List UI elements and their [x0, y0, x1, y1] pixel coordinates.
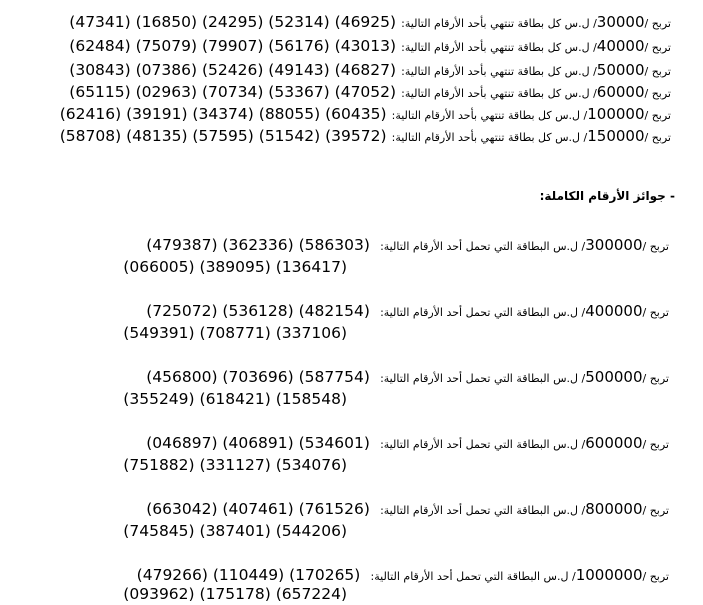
prize-amount: 500000	[585, 368, 643, 386]
last-digit-prize-row	[60, 125, 671, 147]
last-digit-prize-row	[69, 11, 671, 33]
prize-suffix: / ل.س كل بطاقة تنتهي بأحد الأرقام التالية:	[401, 17, 597, 30]
prize-amount: 300000	[585, 236, 643, 254]
winning-numbers: (761526) (407461) (663042)	[146, 500, 370, 518]
prize-amount: 1000000	[575, 566, 643, 584]
section-heading: - جوائز الأرقام الكاملة:	[539, 189, 675, 203]
prize-amount: 60000	[596, 83, 645, 101]
prize-suffix: / ل.س البطاقة التي تحمل أحد الأرقام التالية:	[380, 240, 586, 253]
winning-numbers-continued: (337106) (708771) (549391)	[123, 324, 347, 342]
last-digit-prize-row	[69, 35, 671, 57]
prize-suffix: / ل.س كل بطاقة تنتهي بأحد الأرقام التالية:	[401, 65, 597, 78]
full-number-prize-row	[146, 234, 669, 256]
prize-amount: 50000	[596, 61, 645, 79]
winning-numbers: (534601) (406891) (046897)	[146, 434, 370, 452]
winning-numbers-continued: (136417) (389095) (066005)	[123, 258, 347, 276]
prize-prefix: تربح /	[642, 570, 669, 583]
prize-suffix: / ل.س كل بطاقة تنتهي بأحد الأرقام التالية:	[401, 87, 597, 100]
last-digit-prize-row	[69, 81, 671, 103]
last-digit-prize-row	[60, 103, 671, 125]
full-number-prize-row	[146, 498, 669, 520]
prize-suffix: / ل.س البطاقة التي تحمل أحد الأرقام التالية:	[380, 438, 586, 451]
full-number-prize-row	[146, 300, 669, 322]
winning-numbers: (46827) (49143) (52426) (07386) (30843)	[69, 61, 397, 79]
prize-prefix: تربح /	[644, 131, 671, 144]
winning-numbers-continued: (657224) (175178) (093962)	[123, 585, 347, 603]
prize-amount: 600000	[585, 434, 643, 452]
winning-numbers: (586303) (362336) (479387)	[146, 236, 370, 254]
prize-amount: 150000	[587, 127, 645, 145]
winning-numbers: (587754) (703696) (456800)	[146, 368, 370, 386]
prize-prefix: تربح /	[642, 306, 669, 319]
prize-amount: 400000	[585, 302, 643, 320]
prize-amount: 800000	[585, 500, 643, 518]
prize-prefix: تربح /	[642, 504, 669, 517]
prize-suffix: / ل.س البطاقة التي تحمل أحد الأرقام التالية:	[370, 570, 576, 583]
prize-suffix: / ل.س كل بطاقة تنتهي بأحد الأرقام التالية:	[391, 131, 588, 144]
prize-suffix: / ل.س كل بطاقة تنتهي بأحد الأرقام التالية:	[401, 41, 597, 54]
winning-numbers-continued: (534076) (331127) (751882)	[123, 456, 347, 474]
full-number-prize-row	[146, 432, 669, 454]
prize-amount: 100000	[587, 105, 645, 123]
prize-prefix: تربح /	[642, 240, 669, 253]
winning-numbers: (43013) (56176) (79907) (75079) (62484)	[69, 37, 397, 55]
prize-prefix: تربح /	[644, 41, 671, 54]
prize-prefix: تربح /	[644, 17, 671, 30]
prize-prefix: تربح /	[644, 65, 671, 78]
winning-numbers: (170265) (110449) (479266)	[136, 566, 361, 584]
prize-prefix: تربح /	[644, 109, 671, 122]
winning-numbers: (39572) (51542) (57595) (48135) (58708)	[59, 127, 387, 145]
prize-suffix: / ل.س كل بطاقة تنتهي بأحد الأرقام التالية:	[391, 109, 588, 122]
prize-suffix: / ل.س البطاقة التي تحمل أحد الأرقام التالية:	[380, 306, 586, 319]
winning-numbers-continued: (158548) (618421) (355249)	[123, 390, 347, 408]
prize-suffix: / ل.س البطاقة التي تحمل أحد الأرقام التالية:	[380, 372, 586, 385]
winning-numbers: (47052) (53367) (70734) (02963) (65115)	[69, 83, 397, 101]
winning-numbers: (60435) (88055) (34374) (39191) (62416)	[59, 105, 387, 123]
prize-prefix: تربح /	[644, 87, 671, 100]
winning-numbers: (46925) (52314) (24295) (16850) (47341)	[69, 13, 397, 31]
last-digit-prize-row	[69, 59, 671, 81]
winning-numbers-continued: (544206) (387401) (745845)	[123, 522, 347, 540]
winning-numbers: (482154) (536128) (725072)	[146, 302, 370, 320]
prize-amount: 40000	[596, 37, 645, 55]
prize-prefix: تربح /	[642, 372, 669, 385]
full-number-prize-row	[146, 366, 669, 388]
prize-suffix: / ل.س البطاقة التي تحمل أحد الأرقام التالية:	[380, 504, 586, 517]
prize-prefix: تربح /	[642, 438, 669, 451]
prize-amount: 30000	[596, 13, 645, 31]
